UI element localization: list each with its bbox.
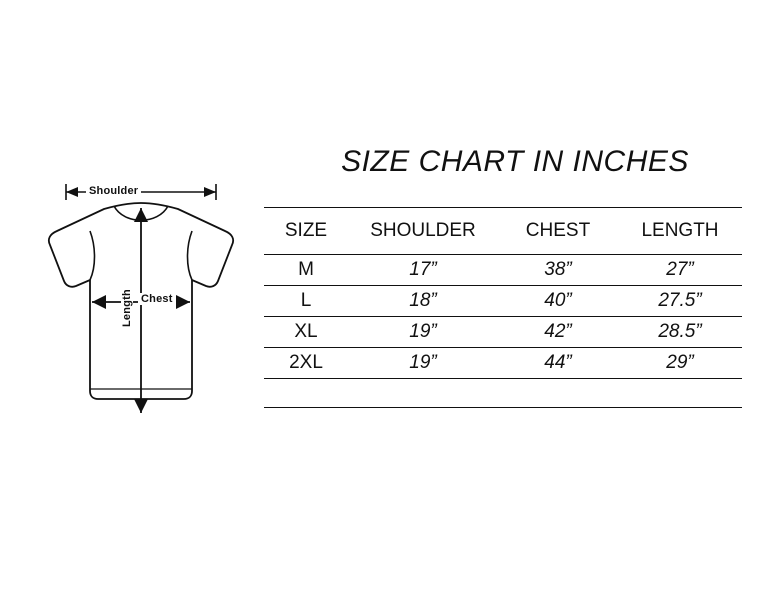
cell-shoulder: 19” — [348, 317, 498, 348]
table-body — [264, 255, 742, 379]
table-header-row — [264, 208, 742, 255]
cell-length: 27” — [618, 255, 742, 286]
cell-length: 27.5” — [618, 286, 742, 317]
table-header — [264, 208, 742, 255]
shoulder-arrow-left-head — [66, 187, 78, 197]
table-row — [264, 348, 742, 379]
cell-length: 28.5” — [618, 317, 742, 348]
shoulder-arrow-right-head — [204, 187, 216, 197]
table-row — [264, 286, 742, 317]
cell-length: 29” — [618, 348, 742, 379]
size-table-container — [264, 207, 742, 379]
cell-size: M — [264, 255, 348, 286]
page-title: SIZE CHART IN INCHES — [341, 145, 689, 178]
cell-size: XL — [264, 317, 348, 348]
cell-chest: 44” — [498, 348, 618, 379]
length-dimension-label: Length — [121, 286, 133, 330]
header-length: LENGTH — [618, 208, 742, 255]
header-size: SIZE — [264, 208, 348, 255]
tshirt-diagram — [26, 175, 266, 435]
header-chest: CHEST — [498, 208, 618, 255]
table-row — [264, 255, 742, 286]
cell-chest: 38” — [498, 255, 618, 286]
cell-chest: 42” — [498, 317, 618, 348]
chest-dimension-label: Chest — [138, 293, 176, 305]
cell-size: L — [264, 286, 348, 317]
cell-shoulder: 17” — [348, 255, 498, 286]
size-table — [264, 207, 742, 379]
cell-shoulder: 19” — [348, 348, 498, 379]
header-shoulder: SHOULDER — [348, 208, 498, 255]
cell-size: 2XL — [264, 348, 348, 379]
cell-shoulder: 18” — [348, 286, 498, 317]
length-arrow-bottom-head — [134, 399, 148, 413]
tshirt-outline-svg — [26, 175, 266, 435]
table-bottom-rule — [264, 407, 742, 408]
table-row — [264, 317, 742, 348]
shoulder-dimension-label: Shoulder — [86, 185, 141, 197]
cell-chest: 40” — [498, 286, 618, 317]
